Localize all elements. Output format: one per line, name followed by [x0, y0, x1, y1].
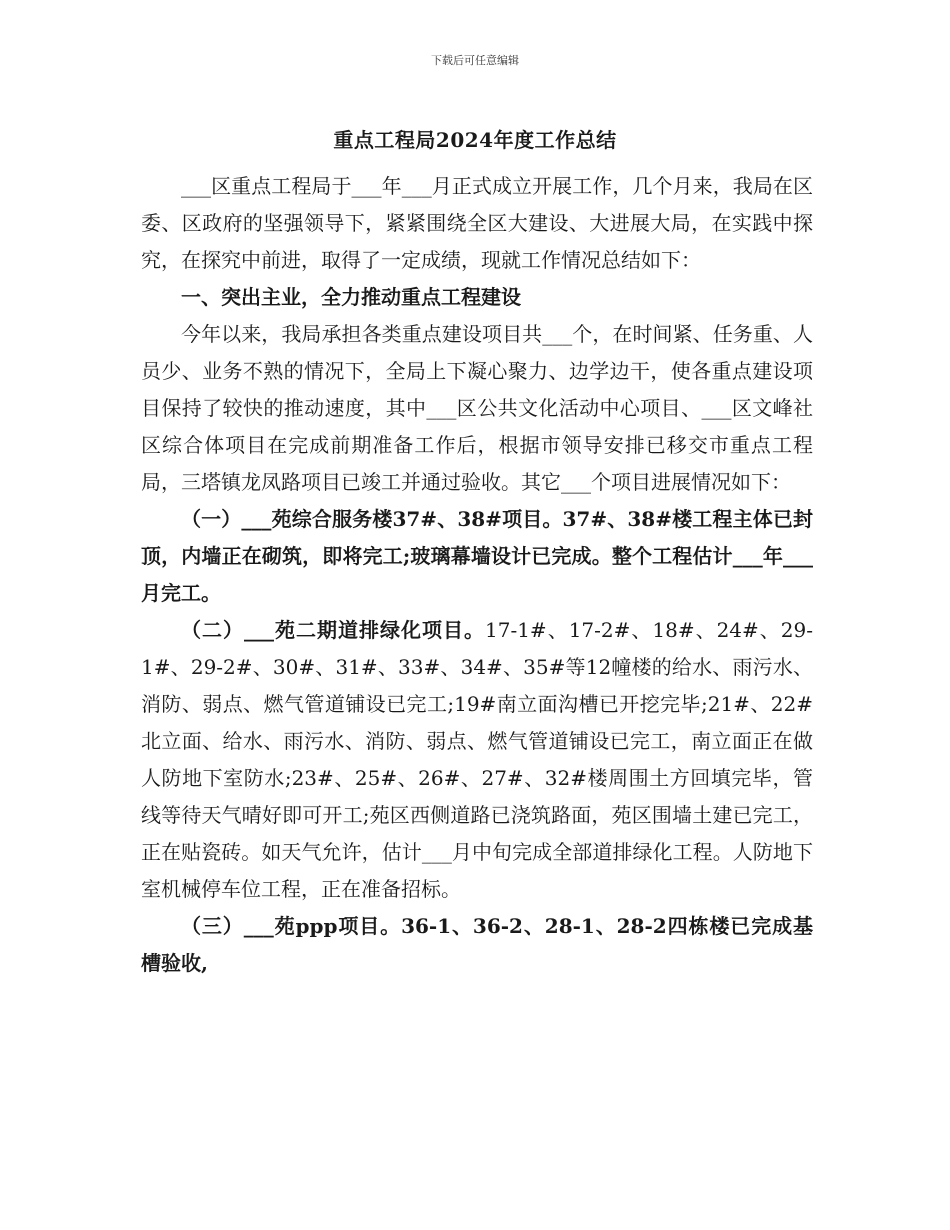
item-2-paragraph	[141, 612, 813, 908]
document-body	[141, 168, 813, 982]
section-body-paragraph: 今年以来，我局承担各类重点建设项目共___个，在时间紧、任务重、人员少、业务不熟的情况下，全局上下凝心聚力、边学边干，使各重点建设项目保持了较快的推动速度，其中___区公共文化活动中心项目、___区文峰社区综合体项目在完成前期准备工作后，根据市领导安排已移交市重点工程局，三塔镇龙凤路项目已竣工并通过验收。其它___个项目进展情况如下：	[141, 322, 813, 494]
item-2-body: 17-1#、17-2#、18#、24#、29-1#、29-2#、30#、31#、33#、34#、35#等12幢楼的给水、雨污水、消防、弱点、燃气管道铺设已完工;19#南立面沟槽已开挖完毕;21#、22#北立面、给水、雨污水、消防、弱点、燃气管道铺设已完工，南立面正在做人防地下室防水;23#、25#、26#、27#、32#楼周围土方回填完毕，管线等待天气晴好即可开工;苑区西侧道路已浇筑路面，苑区围墙土建已完工，正在贴瓷砖。如天气允许，估计___月中旬完成全部道排绿化工程。人防地下室机械停车位工程，正在准备招标。	[141, 618, 813, 901]
document-title: 重点工程局2024年度工作总结	[333, 128, 617, 152]
section-heading: 一、突出主业，全力推动重点工程建设	[181, 285, 521, 309]
item-2-lead: （二）___苑二期道排绿化项目。	[181, 618, 485, 642]
item-1-paragraph: （一）___苑综合服务楼37#、38#项目。37#、38#楼工程主体已封顶，内墙正在砌筑，即将完工;玻璃幕墙设计已完成。整个工程估计___年___月完工。	[141, 507, 813, 605]
item-3-paragraph: （三）___苑ppp项目。36-1、36-2、28-1、28-2四栋楼已完成基槽验收,	[141, 914, 813, 975]
header-note: 下载后可任意编辑	[431, 54, 519, 67]
intro-paragraph: ___区重点工程局于___年___月正式成立开展工作，几个月来，我局在区委、区政府的坚强领导下，紧紧围绕全区大建设、大进展大局，在实践中探究，在探究中前进，取得了一定成绩，现就工作情况总结如下：	[141, 174, 813, 272]
